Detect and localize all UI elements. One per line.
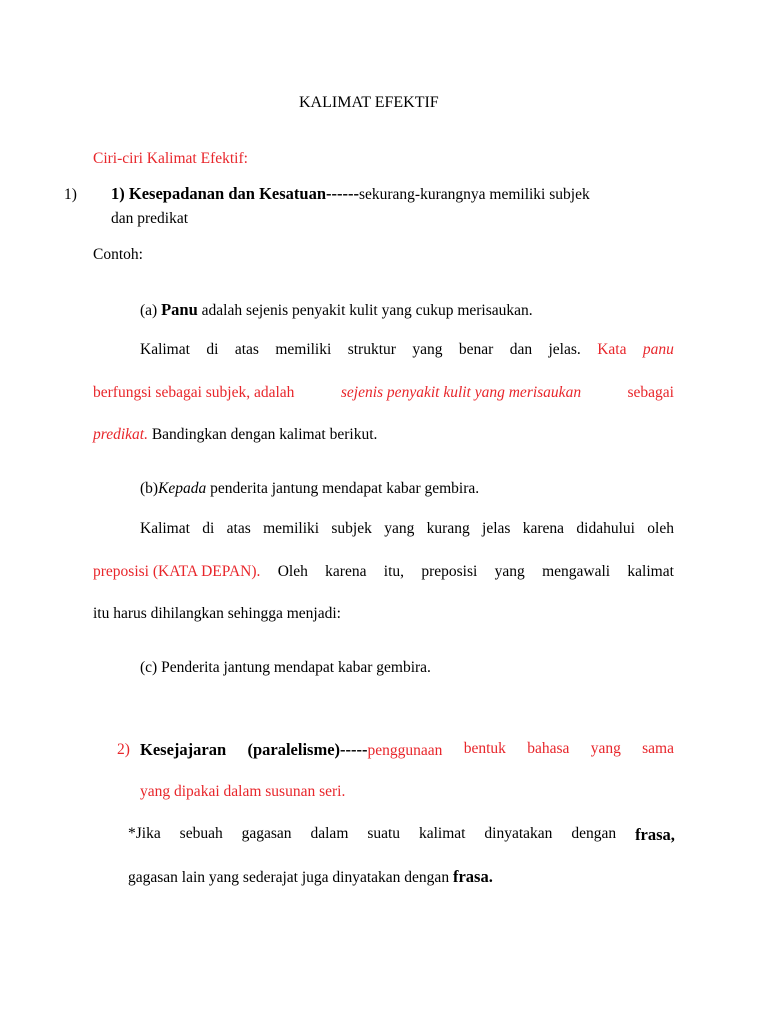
word: kurang xyxy=(426,520,470,537)
example-a-subject: Panu xyxy=(161,300,198,319)
item2-red-word: sama xyxy=(642,740,674,757)
word: Kalimat xyxy=(140,341,190,358)
word: karena xyxy=(522,520,565,537)
word: subjek xyxy=(331,520,372,537)
word: memiliki xyxy=(263,520,320,537)
example-a xyxy=(140,300,533,320)
word: dinyatakan xyxy=(484,825,553,842)
para1-line3-italic: predikat. xyxy=(93,426,148,443)
word: dan xyxy=(509,341,533,358)
example-c-text: Penderita jantung mendapat kabar gembira. xyxy=(161,659,431,676)
item2-bold-word: (paralelisme)----- xyxy=(247,740,368,759)
word: di xyxy=(206,341,219,358)
item2-heading-group xyxy=(247,740,442,760)
word: mengawali xyxy=(542,563,611,580)
word: preposisi xyxy=(421,563,478,580)
note-line2 xyxy=(128,867,493,887)
word: didahului xyxy=(576,520,635,537)
word: dengan xyxy=(571,825,617,842)
note-line1 xyxy=(128,825,675,845)
word: suatu xyxy=(367,825,401,842)
para1-line3-text: Bandingkan dengan kalimat berikut. xyxy=(151,426,378,443)
note-bold-word: frasa, xyxy=(635,825,675,844)
item2-red-word: yang xyxy=(590,740,621,757)
item1-desc: sekurang-kurangnya memiliki subjek xyxy=(358,186,590,203)
word: oleh xyxy=(647,520,674,537)
para2-line2 xyxy=(93,563,674,581)
word: sebuah xyxy=(179,825,223,842)
para1-line2 xyxy=(93,384,674,402)
item2-line2: yang dipakai dalam susunan seri. xyxy=(140,783,346,800)
word: jelas xyxy=(482,520,511,537)
item1-heading: 1) Kesepadanan dan Kesatuan------ xyxy=(111,184,359,203)
word: karena xyxy=(325,563,367,580)
list-marker-2: 2) xyxy=(117,741,130,758)
para2-line2-red: preposisi (KATA DEPAN). xyxy=(93,563,261,580)
section-subtitle: Ciri-ciri Kalimat Efektif: xyxy=(93,150,248,167)
word-red: Kata xyxy=(597,341,627,358)
para1-line2-b: sebagai xyxy=(627,384,674,401)
example-b-label: (b) xyxy=(140,480,159,497)
example-c xyxy=(140,659,431,677)
item2-bold-word: Kesejajaran xyxy=(140,740,227,759)
word: yang xyxy=(384,520,415,537)
example-b xyxy=(140,480,479,498)
para1-line3 xyxy=(93,426,377,444)
note-line2-text: gagasan lain yang sederajat juga dinyatakan dengan xyxy=(128,869,450,886)
contoh-label: Contoh: xyxy=(93,246,143,263)
example-b-italic: Kepada xyxy=(158,480,207,497)
para1-line1 xyxy=(140,341,674,359)
word: jelas. xyxy=(548,341,581,358)
word: kalimat xyxy=(627,563,674,580)
word: yang xyxy=(494,563,525,580)
item1-desc-cont: dan predikat xyxy=(111,210,189,227)
word: itu, xyxy=(383,563,405,580)
list-marker-1: 1) xyxy=(64,186,77,203)
word: gagasan xyxy=(241,825,292,842)
word: Oleh xyxy=(277,563,308,580)
word: dalam xyxy=(310,825,349,842)
word: *Jika xyxy=(128,825,161,842)
item2-red-word: penggunaan xyxy=(367,742,443,759)
para1-line2-italic: sejenis penyakit kulit yang merisaukan xyxy=(340,384,582,401)
word: kalimat xyxy=(418,825,466,842)
para1-line2-a: berfungsi sebagai subjek, adalah xyxy=(93,384,295,401)
example-c-label: (c) xyxy=(140,659,158,676)
word: Kalimat xyxy=(140,520,190,537)
word: atas xyxy=(234,341,259,358)
example-a-label: (a) xyxy=(140,302,158,319)
para2-line3: itu harus dihilangkan sehingga menjadi: xyxy=(93,605,341,622)
note-bold-word: frasa. xyxy=(452,867,493,886)
item2-line1 xyxy=(140,740,674,760)
word: yang xyxy=(412,341,443,358)
example-a-text: adalah sejenis penyakit kulit yang cukup merisaukan. xyxy=(201,302,533,319)
word: memiliki xyxy=(275,341,332,358)
word-red-italic: panu xyxy=(642,341,674,358)
item2-red-word: bahasa xyxy=(527,740,570,757)
example-b-text: penderita jantung mendapat kabar gembira. xyxy=(210,480,480,497)
word: atas xyxy=(226,520,251,537)
item1-heading-line xyxy=(111,184,590,204)
word: benar xyxy=(458,341,494,358)
item2-red-word: bentuk xyxy=(463,740,506,757)
word: di xyxy=(202,520,215,537)
word: struktur xyxy=(347,341,396,358)
page-title: KALIMAT EFEKTIF xyxy=(299,94,439,111)
para2-line1 xyxy=(140,520,674,538)
